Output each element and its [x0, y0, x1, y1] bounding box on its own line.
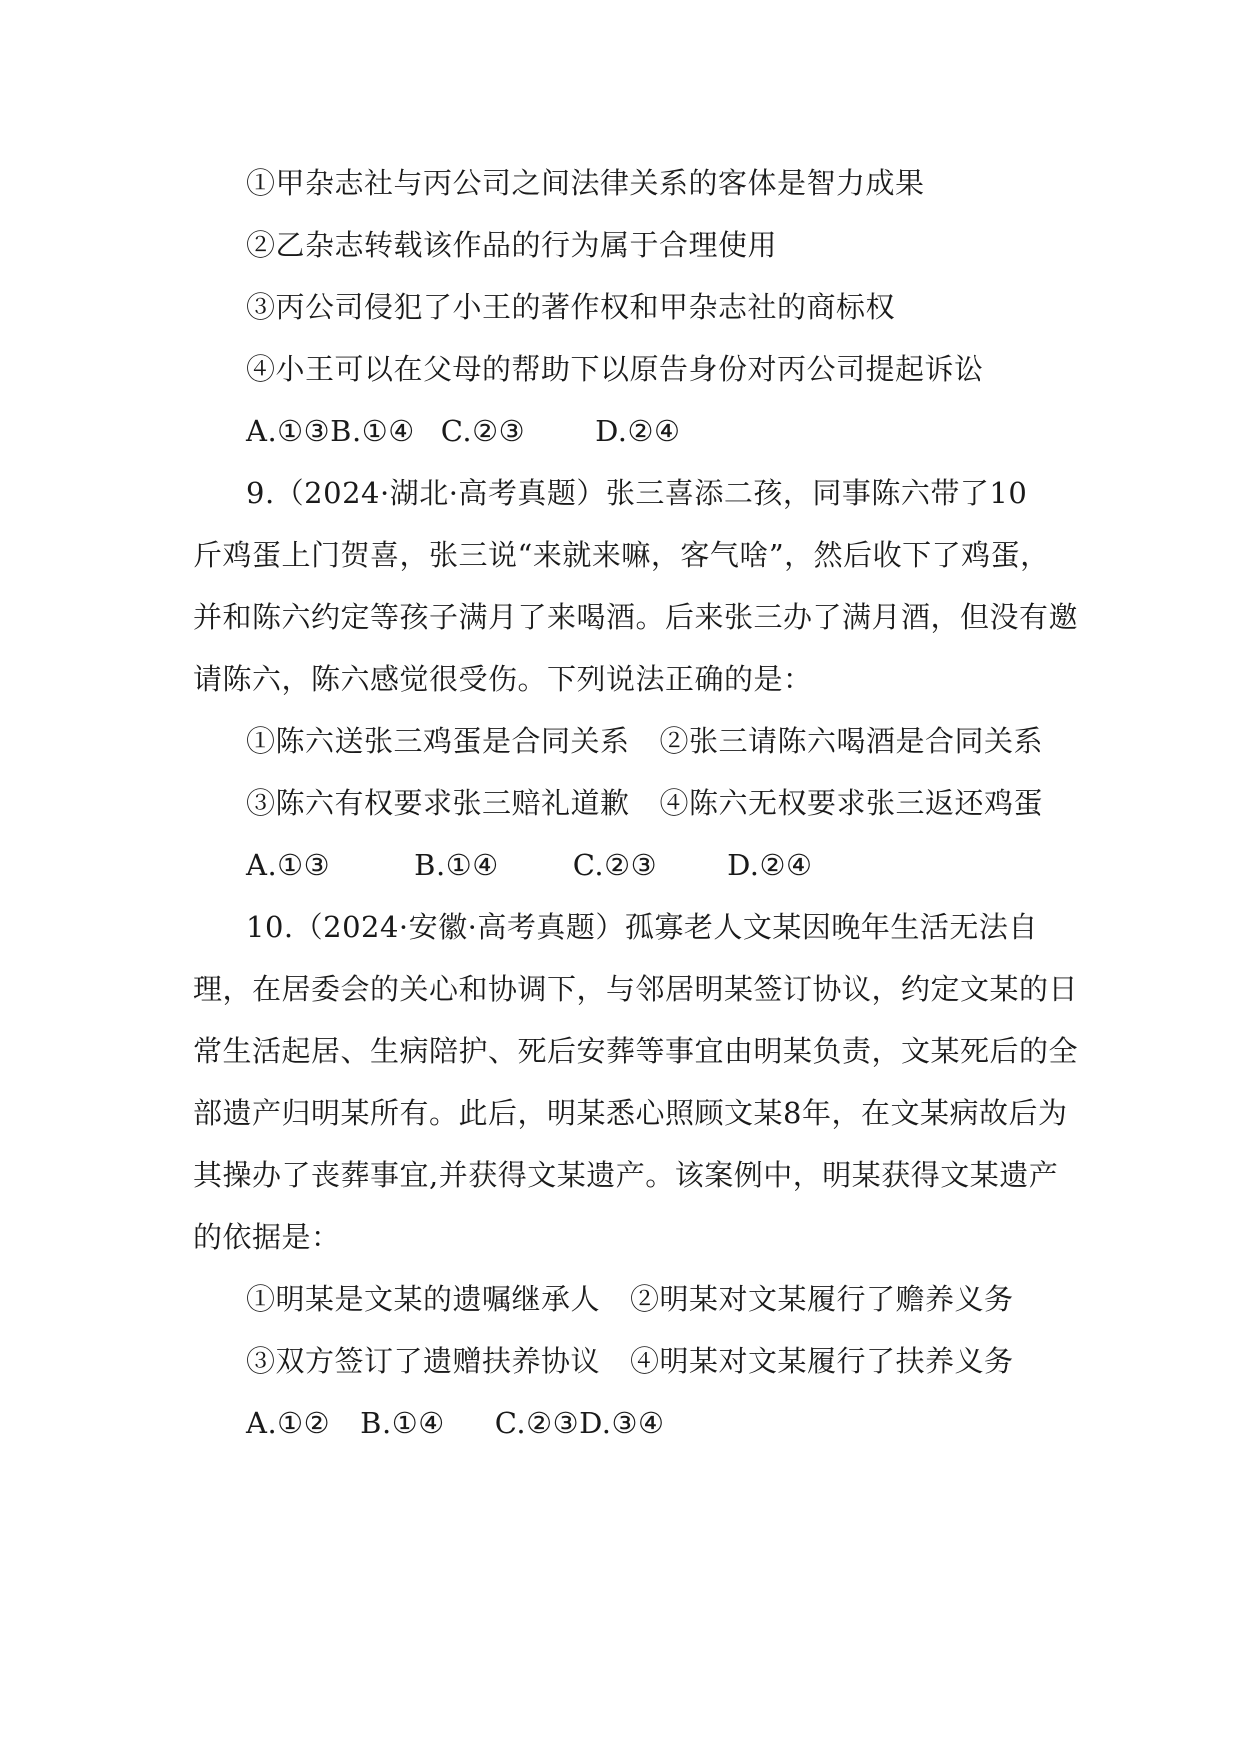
q10-statement-4: ④明某对文某履行了扶养义务 — [630, 1344, 1014, 1378]
q10-stem-line-1: 10.（2024·安徽·高考真题）孤寡老人文某因晚年生活无法自 — [246, 910, 1038, 944]
q10-stem-line-2: 理，在居委会的关心和协调下，与邻居明某签订协议，约定文某的日 — [193, 972, 1079, 1006]
q8-option-d: D.②④ — [595, 414, 681, 448]
q8-statement-3: ③丙公司侵犯了小王的著作权和甲杂志社的商标权 — [246, 290, 896, 324]
q9-option-c: C.②③ — [572, 848, 658, 882]
q8-option-b: B.①④ — [330, 414, 415, 448]
q9-stem-line-4: 请陈六，陈六感觉很受伤。下列说法正确的是： — [193, 662, 813, 696]
q9-option-a: A.①③ — [246, 848, 331, 882]
q10-options — [246, 1405, 665, 1441]
q10-option-b: B.①④ — [360, 1406, 445, 1440]
q10-option-c: C.②③ — [494, 1406, 580, 1440]
q10-statements-row-1 — [246, 1281, 1014, 1317]
q10-stem-line-4: 部遗产归明某所有。此后，明某悉心照顾文某8年，在文某病故后为 — [193, 1096, 1068, 1130]
q10-option-d: D.③④ — [579, 1406, 665, 1440]
q10-statement-3: ③双方签订了遗赠扶养协议 — [246, 1344, 601, 1378]
q10-stem-line-6: 的依据是： — [193, 1220, 341, 1254]
q9-stem-line-2: 斤鸡蛋上门贺喜，张三说“来就来嘛，客气啥”，然后收下了鸡蛋， — [193, 538, 1050, 572]
q9-option-d: D.②④ — [727, 848, 813, 882]
q9-statement-2: ②张三请陈六喝酒是合同关系 — [659, 724, 1044, 758]
q10-statement-1: ①明某是文某的遗嘱继承人 — [246, 1282, 601, 1316]
q10-stem-line-3: 常生活起居、生病陪护、死后安葬等事宜由明某负责，文某死后的全 — [193, 1034, 1079, 1068]
q8-statement-4: ④小王可以在父母的帮助下以原告身份对丙公司提起诉讼 — [246, 352, 984, 386]
q9-option-b: B.①④ — [414, 848, 499, 882]
q9-stem-line-3: 并和陈六约定等孩子满月了来喝酒。后来张三办了满月酒，但没有邀 — [193, 600, 1079, 634]
q8-option-c: C.②③ — [440, 414, 526, 448]
q9-stem-line-1: 9.（2024·湖北·高考真题）张三喜添二孩，同事陈六带了10 — [246, 476, 1028, 510]
q10-option-a: A.①② — [246, 1406, 331, 1440]
q8-option-a: A.①③ — [246, 414, 331, 448]
q9-statement-3: ③陈六有权要求张三赔礼道歉 — [246, 786, 630, 820]
q10-statements-row-2 — [246, 1343, 1014, 1379]
q9-statement-4: ④陈六无权要求张三返还鸡蛋 — [659, 786, 1044, 820]
q8-statement-1: ①甲杂志社与丙公司之间法律关系的客体是智力成果 — [246, 166, 925, 200]
q8-statement-2: ②乙杂志转载该作品的行为属于合理使用 — [246, 228, 778, 262]
q9-options — [246, 847, 813, 883]
q10-statement-2: ②明某对文某履行了赡养义务 — [630, 1282, 1014, 1316]
q8-options — [246, 413, 681, 449]
q9-statement-1: ①陈六送张三鸡蛋是合同关系 — [246, 724, 630, 758]
q10-stem-line-5: 其操办了丧葬事宜,并获得文某遗产。该案例中，明某获得文某遗产 — [193, 1158, 1059, 1192]
q9-statements-row-2 — [246, 785, 1043, 821]
q9-statements-row-1 — [246, 723, 1043, 759]
